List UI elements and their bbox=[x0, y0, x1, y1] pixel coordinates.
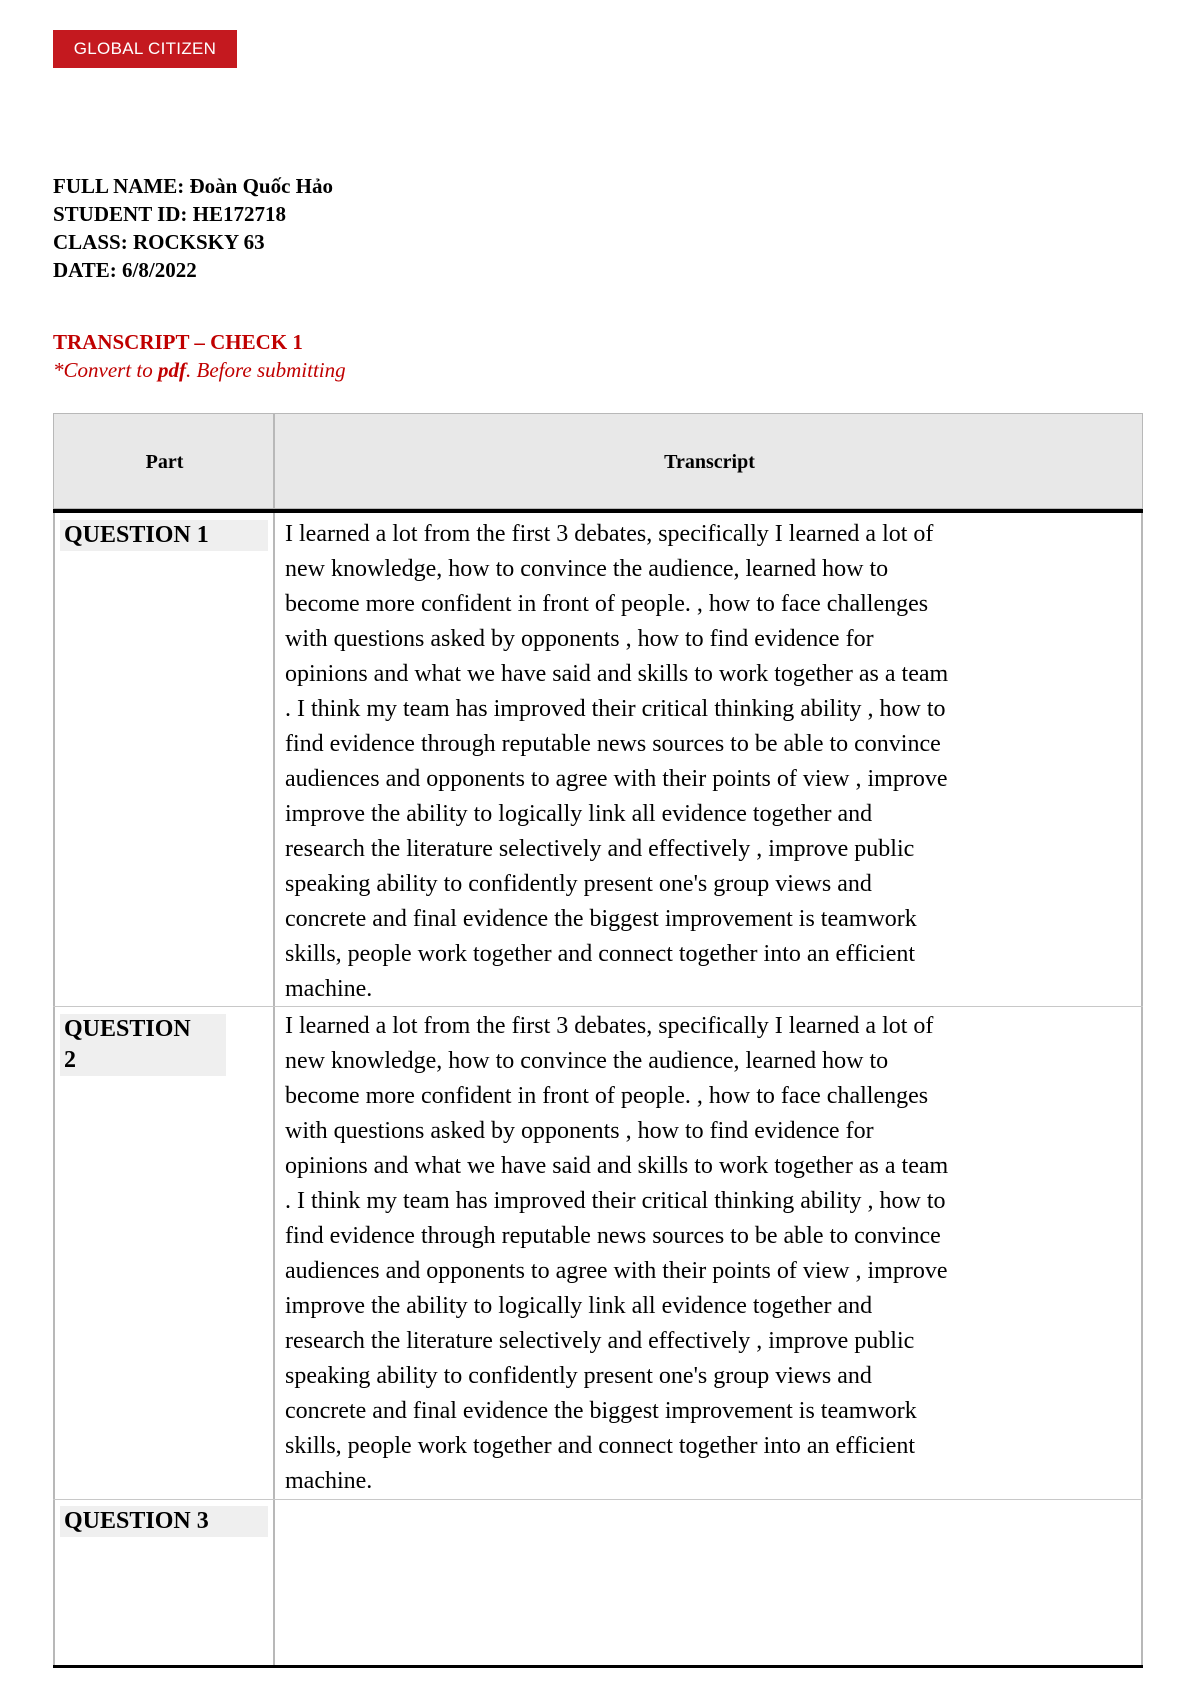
note-suffix: . Before submitting bbox=[186, 358, 346, 382]
student-id: STUDENT ID: HE172718 bbox=[53, 202, 286, 226]
header-part: Part bbox=[145, 450, 184, 473]
row-divider bbox=[53, 1006, 1143, 1007]
global-citizen-logo: GLOBAL CITIZEN bbox=[53, 30, 237, 68]
header-bottom-rule bbox=[53, 509, 1143, 513]
table-right-border bbox=[1141, 509, 1143, 1668]
student-info bbox=[53, 172, 333, 284]
table-header bbox=[53, 413, 1143, 509]
date: DATE: 6/8/2022 bbox=[53, 258, 197, 282]
class-name: CLASS: ROCKSKY 63 bbox=[53, 230, 265, 254]
submission-note bbox=[53, 356, 346, 384]
note-prefix: *Convert to bbox=[53, 358, 158, 382]
document-title: TRANSCRIPT – CHECK 1 bbox=[53, 330, 303, 354]
row-part-label: QUESTION 2 bbox=[60, 1014, 226, 1076]
table-left-border bbox=[53, 509, 55, 1668]
table-column-divider bbox=[273, 413, 275, 1668]
transcript-table bbox=[53, 413, 1143, 1668]
row-part-label: QUESTION 1 bbox=[60, 520, 268, 551]
row-divider bbox=[53, 1499, 1143, 1500]
row-part-label: QUESTION 3 bbox=[60, 1506, 268, 1537]
row-transcript: I learned a lot from the first 3 debates, specifically I learned a lot of new knowledge, how to convince the audience, learned how to become more confident in front of people. , how to face challenges with questions asked by opponents , how to find evidence for opinions and what we have said and skills to work together as a team . I think my team has improved their critical thinking ability , how to find evidence through reputable news sources to be able to convince audiences and opponents to agree with their points of view , improve improve the ability to logically link all evidence together and research the literature selectively and effectively , improve public speaking ability to confidently present one's group views and concrete and final evidence the biggest improvement is teamwork skills, people work together and connect together into an efficient machine. bbox=[285, 1013, 949, 1494]
note-bold: pdf bbox=[158, 358, 186, 382]
header-transcript: Transcript bbox=[664, 450, 755, 473]
full-name: FULL NAME: Đoàn Quốc Hảo bbox=[53, 174, 334, 198]
table-bottom-rule bbox=[53, 1665, 1143, 1668]
row-transcript: I learned a lot from the first 3 debates, specifically I learned a lot of new knowledge, how to convince the audience, learned how to become more confident in front of people. , how to face challenges with questions asked by opponents , how to find evidence for opinions and what we have said and skills to work together as a team . I think my team has improved their critical thinking ability , how to find evidence through reputable news sources to be able to convince audiences and opponents to agree with their points of view , improve improve the ability to logically link all evidence together and research the literature selectively and effectively , improve public speaking ability to confidently present one's group views and concrete and final evidence the biggest improvement is teamwork skills, people work together and connect together into an efficient machine. bbox=[285, 521, 949, 1002]
